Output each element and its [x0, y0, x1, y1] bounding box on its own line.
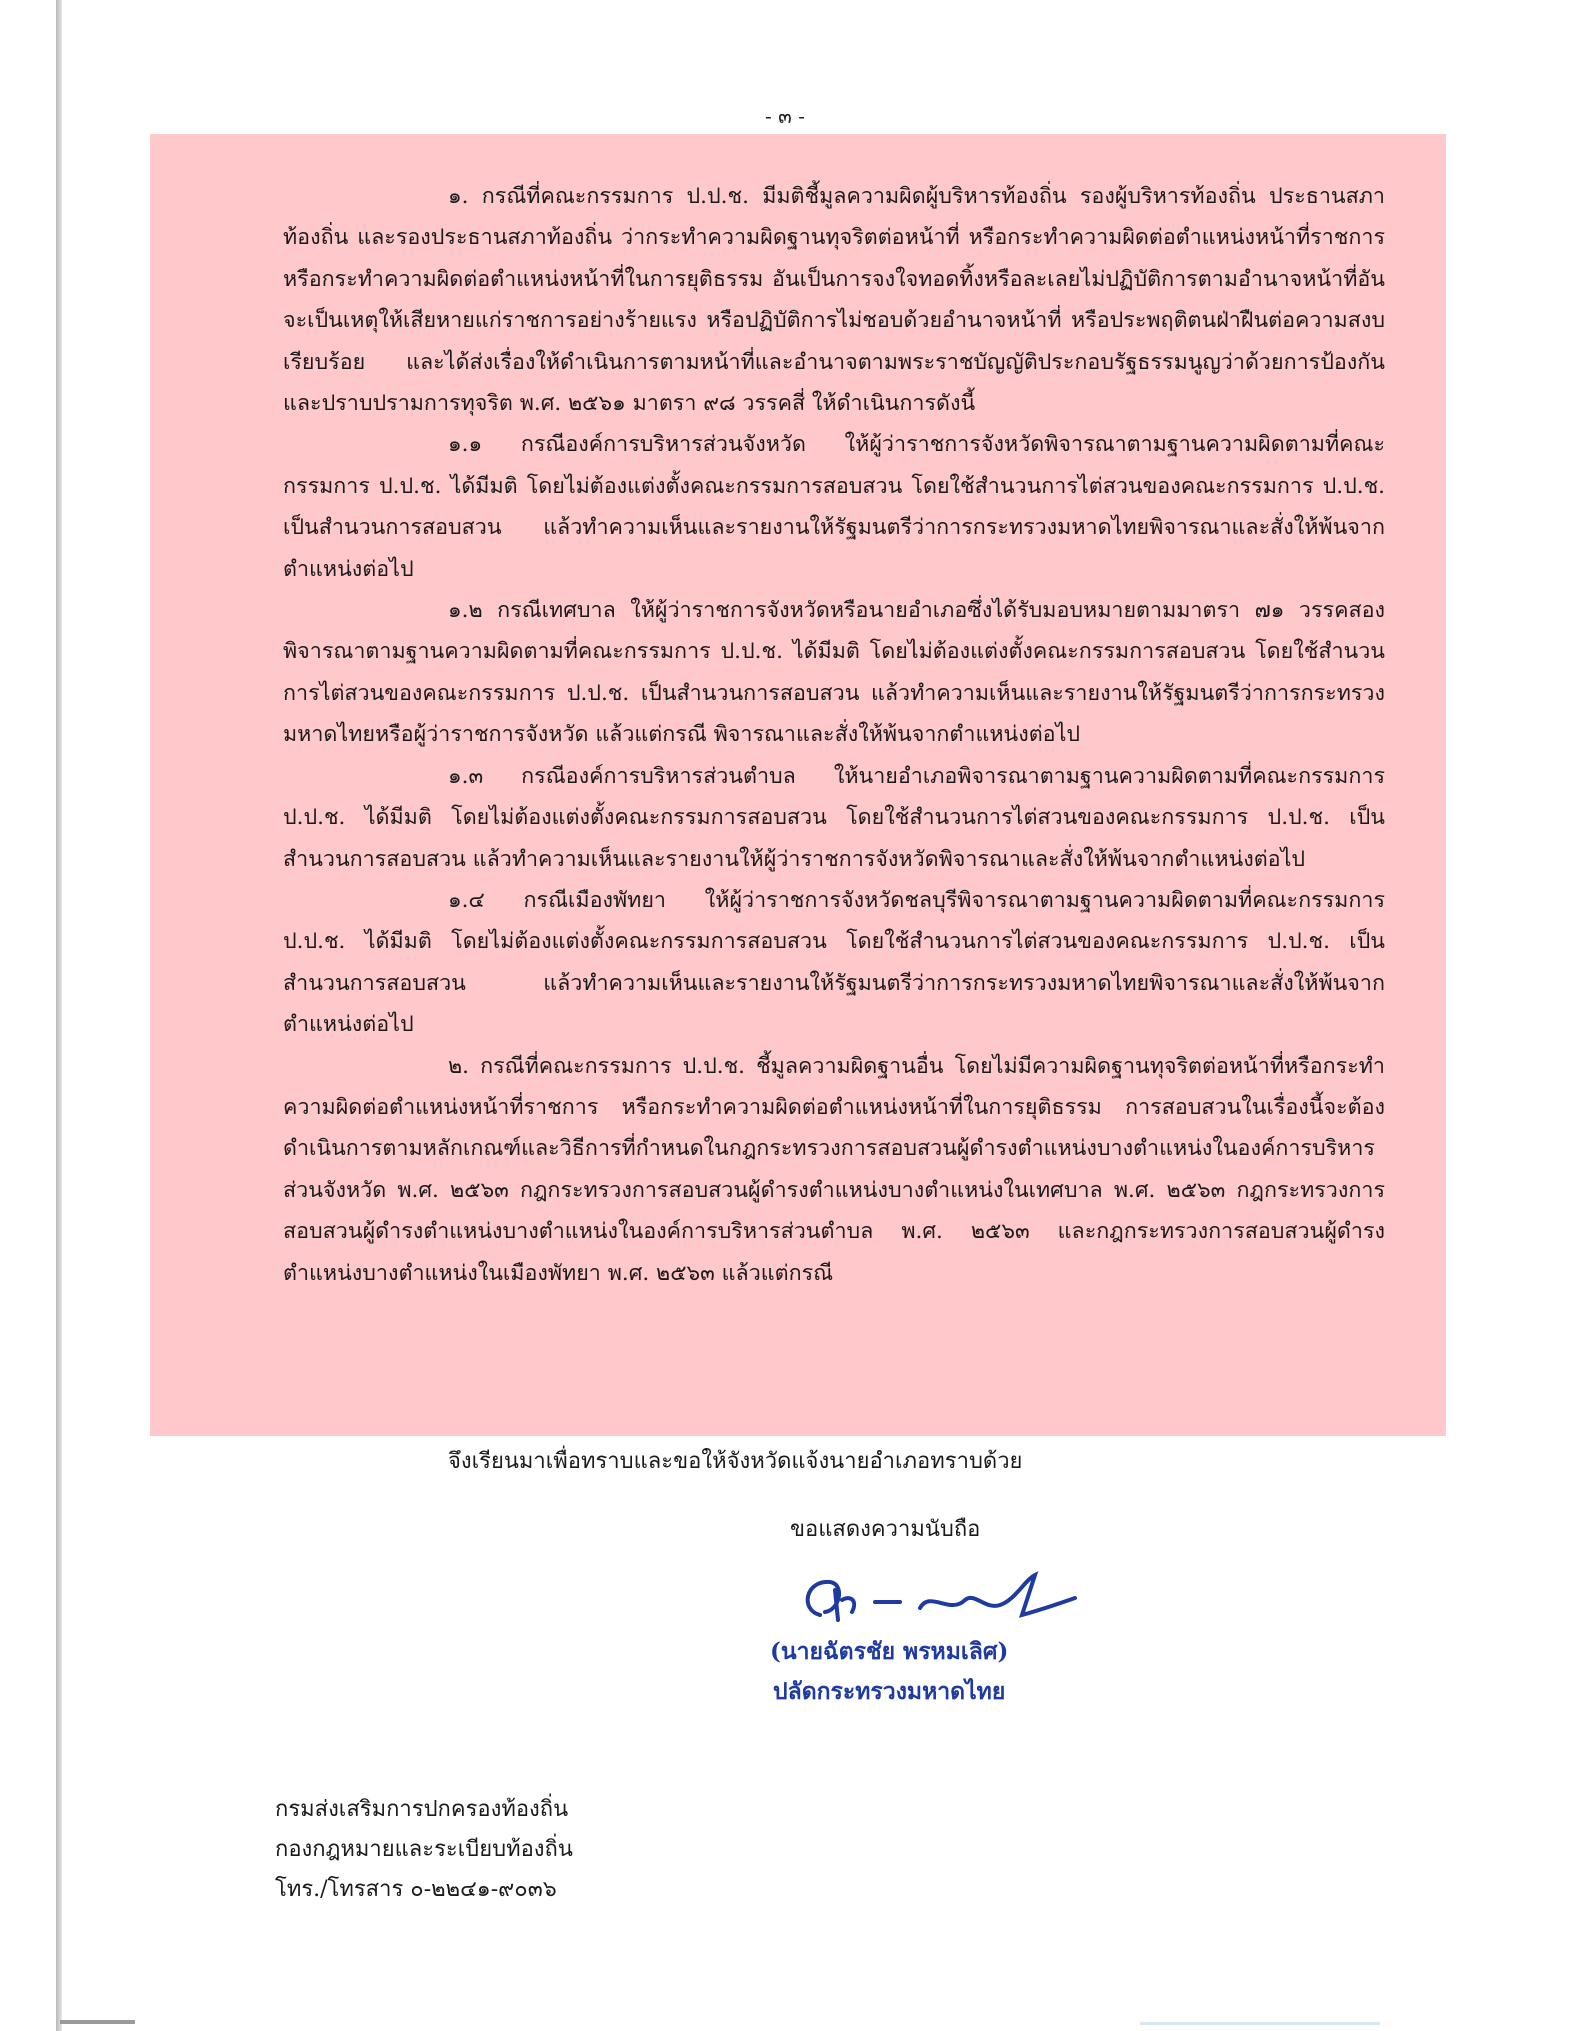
page-number: - ๓ -	[765, 104, 805, 128]
paragraph-1-4: ๑.๔ กรณีเมืองพัทยา ให้ผู้ว่าราชการจังหวัดชลบุรีพิจารณาตามฐานความผิดตามที่คณะกรรมการ ป.ป.ช. ได้มีมติ โดยไม่ต้องแต่งตั้งคณะกรรมการสอบสวน โดยใช้สำนวนการไต่สวนของคณะกรรมการ ป.ป.ช. เป็นสำนวนการสอบสวน แล้วทำความเห็นและรายงานให้รัฐมนตรีว่าการกระทรวงมหาดไทยพิจารณาและสั่งให้พ้นจากตำแหน่งต่อไป	[283, 887, 1385, 1038]
scan-edge	[56, 0, 62, 2031]
signature-stroke-3	[920, 1575, 1075, 1615]
paragraph-1-2: ๑.๒ กรณีเทศบาล ให้ผู้ว่าราชการจังหวัดหรือนายอำเภอซึ่งได้รับมอบหมายตามมาตรา ๗๑ วรรคสอง พิจารณาตามฐานความผิดตามที่คณะกรรมการ ป.ป.ช. ได้มีมติ โดยไม่ต้องแต่งตั้งคณะกรรมการสอบสวน โดยใช้สำนวนการไต่สวนของคณะกรรมการ ป.ป.ช. เป็นสำนวนการสอบสวน แล้วทำความเห็นและรายงานให้รัฐมนตรีว่าการกระทรวงมหาดไทยหรือผู้ว่าราชการจังหวัด แล้วแต่กรณี พิจารณาและสั่งให้พ้นจากตำแหน่งต่อไป	[283, 598, 1385, 748]
paragraph-1-1: ๑.๑ กรณีองค์การบริหารส่วนจังหวัด ให้ผู้ว่าราชการจังหวัดพิจารณาตามฐานความผิดตามที่คณะกรรมการ ป.ป.ช. ได้มีมติ โดยไม่ต้องแต่งตั้งคณะกรรมการสอบสวน โดยใช้สำนวนการไต่สวนของคณะกรรมการ ป.ป.ช. เป็นสำนวนการสอบสวน แล้วทำความเห็นและรายงานให้รัฐมนตรีว่าการกระทรวงมหาดไทยพิจารณาและสั่งให้พ้นจากตำแหน่งต่อไป	[283, 432, 1385, 582]
department-phone: โทร./โทรสาร ๐-๒๒๔๑-๙๐๓๖	[275, 1877, 557, 1902]
scan-mark-right	[1140, 2022, 1380, 2025]
closing-line: จึงเรียนมาเพื่อทราบและขอให้จังหวัดแจ้งนายอำเภอทราบด้วย	[448, 1449, 1023, 1474]
scan-mark-left	[60, 2020, 135, 2024]
signature	[790, 1560, 1090, 1640]
paragraph-2: ๒. กรณีที่คณะกรรมการ ป.ป.ช. ชี้มูลความผิดฐานอื่น โดยไม่มีความผิดฐานทุจริตต่อหน้าที่หรือกระทำความผิดต่อตำแหน่งหน้าที่ราชการ หรือกระทำความผิดต่อตำแหน่งหน้าที่ในการยุติธรรม การสอบสวนในเรื่องนี้จะต้องดำเนินการตามหลักเกณฑ์และวิธีการที่กำหนดในกฎกระทรวงการสอบสวนผู้ดำรงตำแหน่งบางตำแหน่งในองค์การบริหารส่วนจังหวัด พ.ศ. ๒๕๖๓ กฎกระทรวงการสอบสวนผู้ดำรงตำแหน่งบางตำแหน่งในเทศบาล พ.ศ. ๒๕๖๓ กฎกระทรวงการสอบสวนผู้ดำรงตำแหน่งบางตำแหน่งในองค์การบริหารส่วนตำบล พ.ศ. ๒๕๖๓ และกฎกระทรวงการสอบสวนผู้ดำรงตำแหน่งบางตำแหน่งในเมืองพัทยา พ.ศ. ๒๕๖๓ แล้วแต่กรณี	[283, 1053, 1385, 1286]
department-line-2: กองกฎหมายและระเบียบท้องถิ่น	[275, 1837, 573, 1862]
department-line-1: กรมส่งเสริมการปกครองท้องถิ่น	[275, 1797, 569, 1822]
body-text	[283, 176, 1385, 1294]
regards-line: ขอแสดงความนับถือ	[790, 1517, 981, 1542]
signature-stroke-1	[808, 1582, 854, 1620]
paragraph-1-3: ๑.๓ กรณีองค์การบริหารส่วนตำบล ให้นายอำเภอพิจารณาตามฐานความผิดตามที่คณะกรรมการ ป.ป.ช. ได้มีมติ โดยไม่ต้องแต่งตั้งคณะกรรมการสอบสวน โดยใช้สำนวนการไต่สวนของคณะกรรมการ ป.ป.ช. เป็นสำนวนการสอบสวน แล้วทำความเห็นและรายงานให้ผู้ว่าราชการจังหวัดพิจารณาและสั่งให้พ้นจากตำแหน่งต่อไป	[283, 763, 1385, 872]
department-block	[275, 1790, 573, 1910]
signer-position: ปลัดกระทรวงมหาดไทย	[773, 1678, 1006, 1705]
paragraph-1: ๑. กรณีที่คณะกรรมการ ป.ป.ช. มีมติชี้มูลความผิดผู้บริหารท้องถิ่น รองผู้บริหารท้องถิ่น ประธานสภาท้องถิ่น และรองประธานสภาท้องถิ่น ว่ากระทำความผิดฐานทุจริตต่อหน้าที่ หรือกระทำความผิดต่อตำแหน่งหน้าที่ราชการ หรือกระทำความผิดต่อตำแหน่งหน้าที่ในการยุติธรรม อันเป็นการจงใจทอดทิ้งหรือละเลยไม่ปฏิบัติการตามอำนาจหน้าที่อันจะเป็นเหตุให้เสียหายแก่ราชการอย่างร้ายแรง หรือปฏิบัติการไม่ชอบด้วยอำนาจหน้าที่ หรือประพฤติตนฝ่าฝืนต่อความสงบเรียบร้อย และได้ส่งเรื่องให้ดำเนินการตามหน้าที่และอำนาจตามพระราชบัญญัติประกอบรัฐธรรมนูญว่าด้วยการป้องกันและปราบปรามการทุจริต พ.ศ. ๒๕๖๑ มาตรา ๙๘ วรรคสี่ ให้ดำเนินการดังนี้	[283, 184, 1385, 417]
signer-block	[770, 1632, 1008, 1712]
signer-name: (นายฉัตรชัย พรหมเลิศ)	[770, 1638, 1009, 1665]
